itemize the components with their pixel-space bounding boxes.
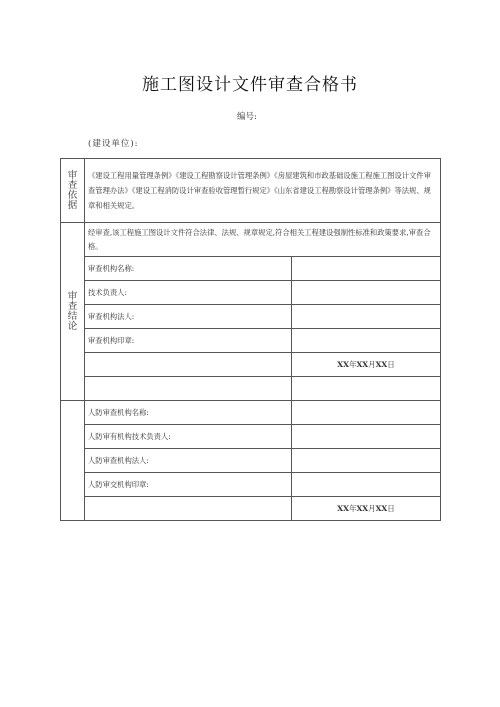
cd-agency-name-field[interactable] [292, 401, 441, 425]
basis-row [61, 159, 441, 223]
basis-side-label: 审 查 依 据 [61, 159, 85, 223]
form-row [61, 425, 441, 449]
construction-unit-label: (建设单位): [88, 139, 139, 149]
cd-legal-representative-field[interactable] [292, 449, 441, 473]
form-row [61, 305, 441, 329]
cd-technical-lead-label: 人防审有机构技术负责人: [85, 425, 292, 449]
agency-seal-label: 审查机构印章: [85, 329, 292, 353]
cd-technical-lead-field[interactable] [292, 425, 441, 449]
conclusion-date[interactable]: XX年XX月XX日 [292, 353, 441, 377]
civil-defense-side [61, 401, 85, 521]
cd-agency-name-label: 人防审查机构名称: [85, 401, 292, 425]
review-agency-name-field[interactable] [292, 257, 441, 281]
cd-legal-representative-label: 人防审查机构法人: [85, 449, 292, 473]
form-row [61, 257, 441, 281]
form-row [61, 449, 441, 473]
technical-lead-field[interactable] [292, 281, 441, 305]
conclusion-text-row [61, 223, 441, 257]
technical-lead-label: 技术负责人: [85, 281, 292, 305]
cd-agency-seal-label: 人防审交机构印章: [85, 473, 292, 497]
form-row [61, 329, 441, 353]
conclusion-text: 经审查,该工程施工图设计文件符合法律、法规、规章规定,符合相关工程建设强制性标准和政策要求,审查合格。 [85, 223, 441, 257]
civil-defense-date[interactable]: XX年XX月XX日 [292, 497, 441, 521]
spacer-cell [85, 377, 292, 401]
spacer-row [61, 377, 441, 401]
page-title: 施工图设计文件审查合格书 [142, 75, 358, 95]
form-row [61, 401, 441, 425]
basis-text: 《建设工程用量管理条例》《建设工程勘察设计管理条例》《房屋建筑和市政基础设施工程施工图设计文件审查管理办法》《建设工程消防设计审查验收管理暂行规定》《山东省建设工程勘察设计管理条例》等法规、规章和相关规定。 [85, 159, 441, 223]
cd-agency-seal-field[interactable] [292, 473, 441, 497]
form-row [61, 473, 441, 497]
legal-representative-label: 审查机构法人: [85, 305, 292, 329]
document-number-label: 编号: [237, 112, 257, 122]
date-row-blank [85, 497, 292, 521]
approval-form-table [60, 158, 441, 521]
review-agency-name-label: 审查机构名称: [85, 257, 292, 281]
conclusion-side-label: 审 查 结 论 [61, 223, 85, 401]
legal-representative-field[interactable] [292, 305, 441, 329]
spacer-cell [292, 377, 441, 401]
agency-seal-field[interactable] [292, 329, 441, 353]
date-row [61, 497, 441, 521]
date-row [61, 353, 441, 377]
form-row [61, 281, 441, 305]
date-row-blank [85, 353, 292, 377]
